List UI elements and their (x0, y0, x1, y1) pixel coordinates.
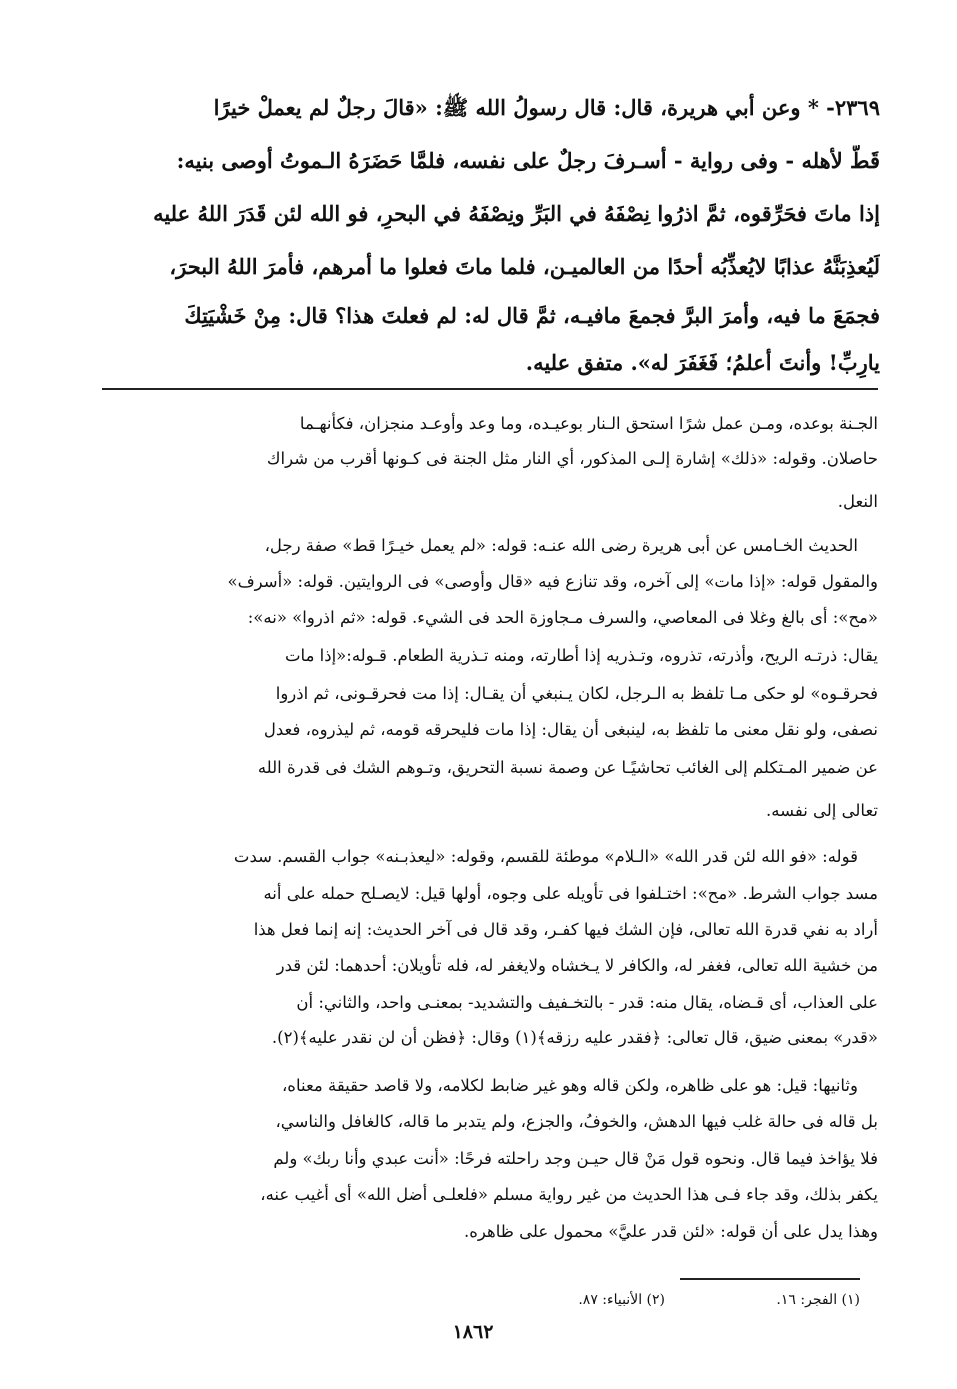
commentary-p4-line-1: وثانيها: قيل: هو على ظاهره، ولكن قاله وهو غير ضابط لكلامه، ولا قاصد حقيقة معناه، (281, 1076, 858, 1095)
commentary-p3-line-5: على العذاب، أى قـضاه، يقال منه: قدر - بالتخـفيف والتشديد- بمعنـى واحد، والثاني: أن (296, 993, 878, 1012)
footnote-1: (١) الفجر: ١٦. (776, 1292, 860, 1308)
commentary-p1-line-2: حاصلان. وقوله: «ذلك» إشارة إلـى المذكور، أي النار مثل الجنة فى كـونها أقرب من شراك (266, 449, 878, 468)
hadith-line-2: قَطُّ لأهله - وفى رواية - أسـرفَ رجلٌ على نفسه، فلمَّا حَضَرَهُ الـموتُ أوصى بنيه: (176, 148, 880, 173)
hadith-line-1: ٢٣٦٩- * وعن أبي هريرة، قال: قال رسولُ الله ﷺ: «قالَ رجلٌ لم يعملْ خيرًا (213, 95, 880, 120)
footnote-rule (680, 1278, 860, 1280)
commentary-p4-line-4: يكفر بذلك، وقد جاء فـى هذا الحديث من غير رواية مسلم «فلعلـى أضل الله» أى أغيب عنه، (260, 1185, 878, 1204)
commentary-p3-line-2: مسد جواب الشرط. «مح»: اختـلفوا فى تأويله على وجوه، أولها قيل: لايصـلح حمله على أنه (263, 884, 878, 903)
hadith-line-4: لَيُعذِبَنَّهُ عذابًا لايُعذِّبُه أحدًا من العالميـن، فلما ماتَ فعلوا ما أمرهم، فأمرَ اللهُ البحرَ، (169, 254, 880, 279)
page-number: ١٨٦٢ (452, 1321, 494, 1343)
commentary-p2-line-2: والمقول قوله: «إذا مات» إلى آخره، وقد تنازع فيه «قال وأوصى» فى الروايتين. قوله: «أسرف» (227, 572, 878, 591)
commentary-p3-line-3: أراد به نفي قدرة الله تعالى، فإن الشك فيها كفـر، وقد قال فى آخر الحديث: إنه إنما فعل هذا (253, 920, 878, 939)
commentary-p4-line-3: فلا يؤاخذ فيما قال. ونحوه قول مَنْ قال حيـن وجد راحلته فرحًا: «أنت عبدي وأنا ربك» ولم (273, 1149, 878, 1168)
commentary-p1-line-1: الجـنة بوعده، ومـن عمل شرًا استحق الـنار بوعيـده، وما وعد وأوعـد منجزان، فكأنهـما (299, 414, 878, 433)
commentary-p2-line-6: نصفى، ولو نقل معنى ما تلفظ به، لينبغى أن يقال: إذا مات فليحرقه قومه، ثم ليذروه، فعدل (263, 720, 878, 739)
separator-rule (102, 388, 878, 390)
commentary-p4-line-2: بل قاله فى حالة غلب فيها الدهش، والخوفُ، والجزع، ولم يتدبر ما قاله، كالغافل والناسي، (275, 1112, 878, 1131)
hadith-line-6: يارِبِّ! وأنتَ أعلمُ؛ فَغَفَرَ له». متفق عليه. (525, 350, 880, 375)
hadith-line-5: فجمَعَ ما فيه، وأمرَ البرَّ فجمعَ مافيـه، ثمَّ قال له: لم فعلتَ هذا؟ قال: مِنْ خَشْيَتِكَ (184, 303, 880, 328)
commentary-p3-line-1: قوله: «فو الله لئن قدر الله» «الـلام» موطئة للقسم، وقوله: «ليعذبـنه» جواب القسم. سدت (233, 847, 858, 866)
commentary-p3-line-4: من خشية الله تعالى، فغفر له، والكافر لا يـخشاه ولايغفر له، فله تأويلان: أحدهما: لئن قدر (276, 956, 878, 975)
commentary-p2-line-8: تعالى إلى نفسه. (766, 801, 878, 820)
hadith-line-3: إذا ماتَ فحَرِّقوه، ثمَّ اذرُوا نِصْفَهُ في البَرِّ ونِصْفَهُ في البحرِ، فو الله لئن قَدَرَ اللهُ عليه (153, 201, 880, 226)
commentary-p2-line-5: فحرقـوه» لو حكى مـا تلفظ به الـرجل، لكان يـنبغي أن يقـال: إذا مت فحرقـونى، ثم اذروا (275, 684, 878, 703)
commentary-p2-line-7: عن ضمير المـتكلم إلى الغائب تحاشيًـا عن وصمة نسبة التحريق، وتـوهم الشك فى قدرة الله (257, 758, 878, 777)
commentary-p3-line-6: «قدر» بمعنى ضيق، قال تعالى: ﴿فقدر عليه رزقه﴾(١) وقال: ﴿فظن أن لن نقدر عليه﴾(٢). (271, 1028, 878, 1047)
footnote-2: (٢) الأنبياء: ٨٧. (578, 1292, 665, 1308)
commentary-p2-line-4: يقال: ذرتـه الريح، وأذرته، تذروه، وتـذريه إذا أطارته، ومنه تـذرية الطعام. قـوله:«إذا مات (285, 646, 878, 665)
commentary-p4-line-5: وهذا يدل على أن قوله: «لئن قدر عليَّ» محمول على ظاهره. (464, 1222, 878, 1241)
commentary-p2-line-3: «مح»: أى بالغ وغلا فى المعاصي، والسرف مـجاوزة الحد فى الشيء. قوله: «ثم اذروا» «نه»: (247, 608, 878, 627)
commentary-p2-line-1: الحديث الخـامس عن أبى هريرة رضى الله عنـه: قوله: «لم يعمل خيـرًا قط» صفة رجل، (264, 536, 858, 555)
commentary-p1-line-3: النعل. (837, 492, 878, 511)
